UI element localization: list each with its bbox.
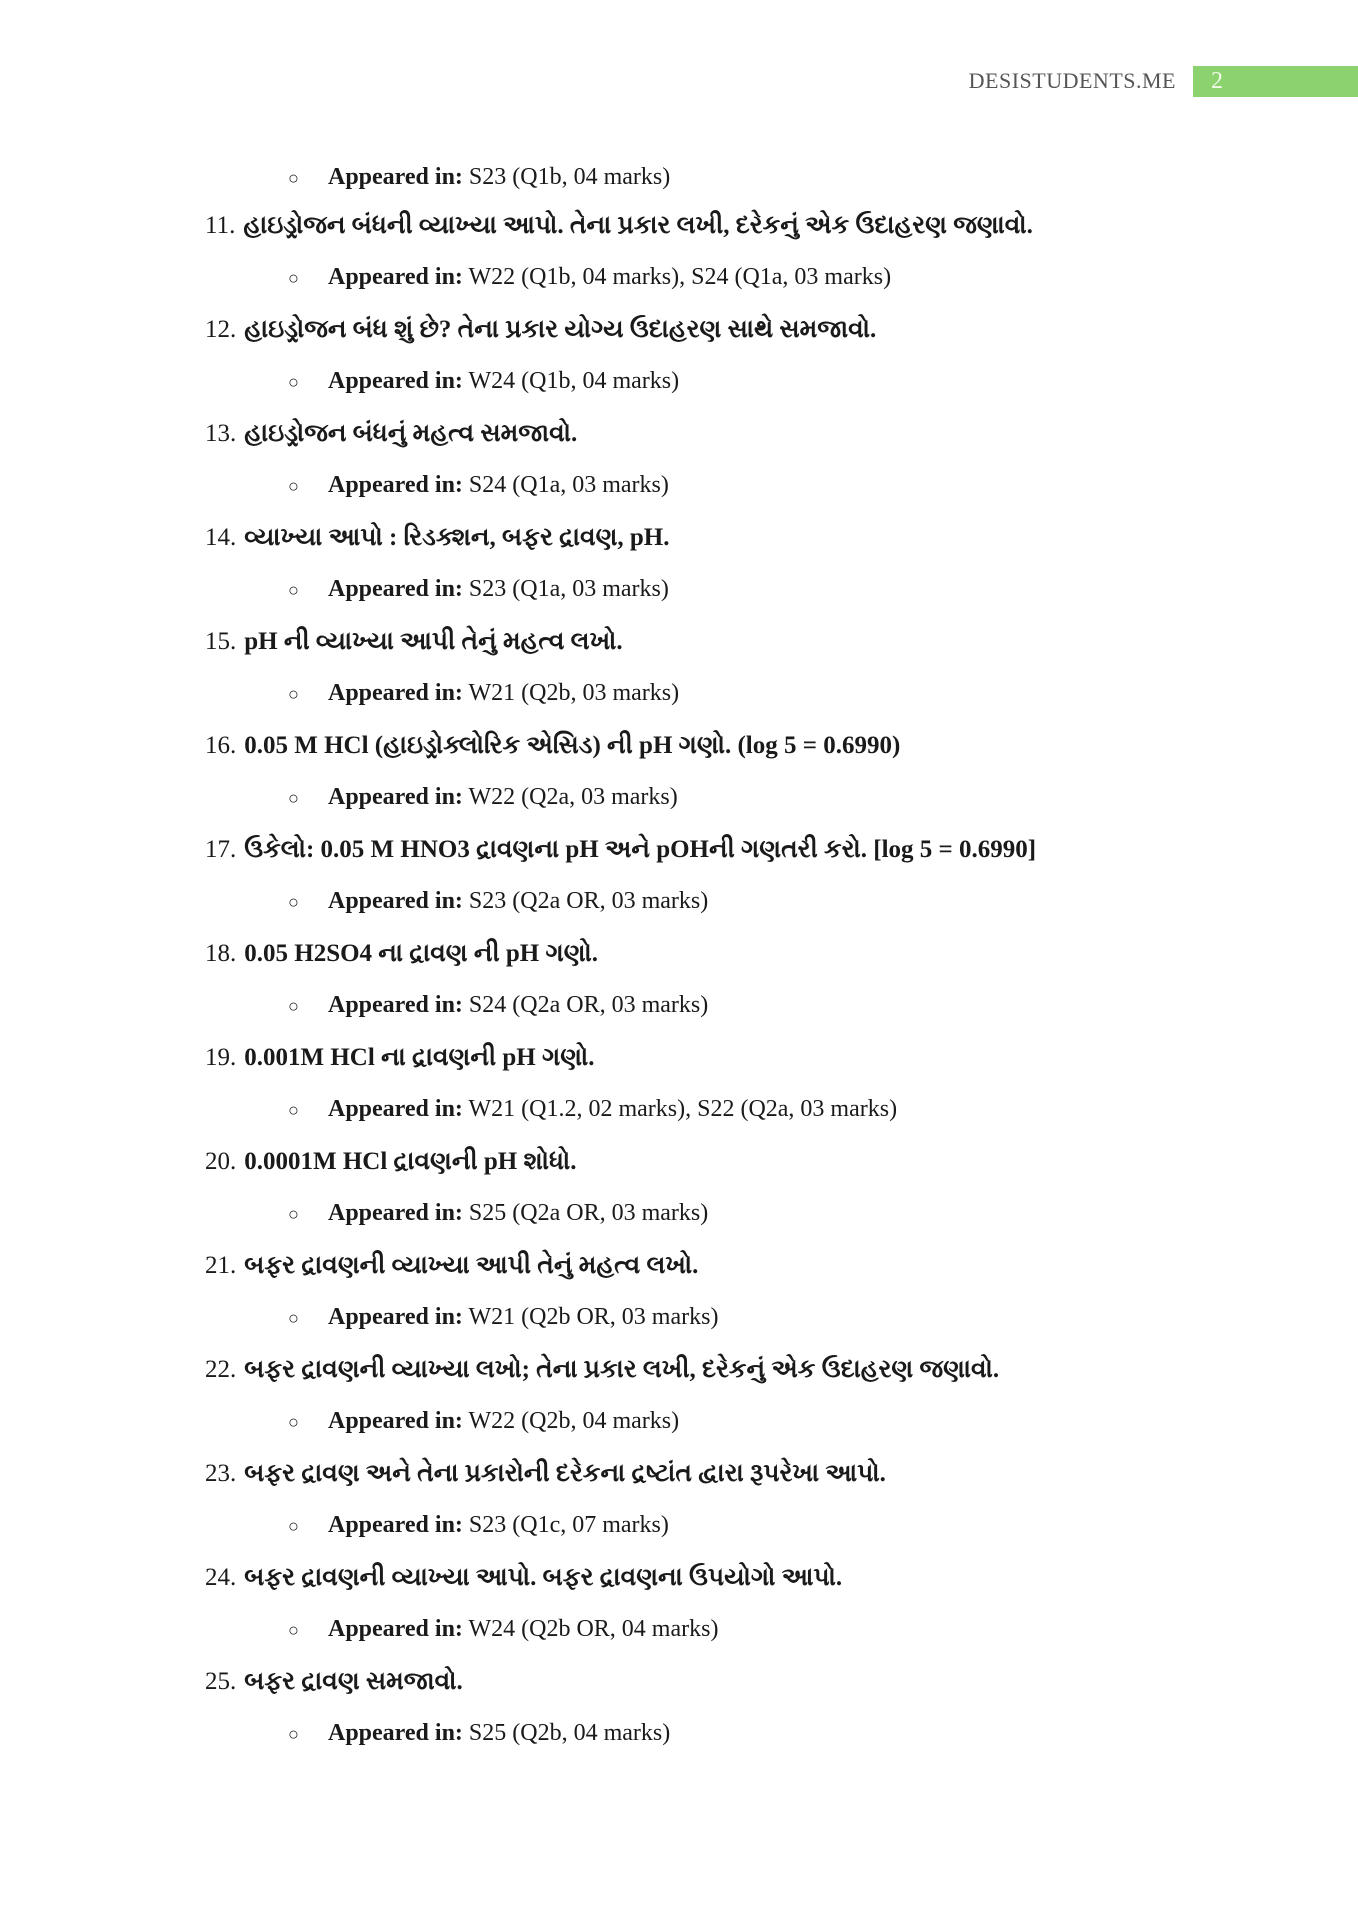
bullet-icon: ○ <box>288 1204 299 1224</box>
question-text <box>205 1044 595 1072</box>
question-body: pH ની વ્યાખ્યા આપી તેનું મહત્વ લખો. <box>244 628 623 655</box>
question-body: 0.0001M HCl દ્રાવણની pH શોધો. <box>244 1148 577 1175</box>
question-number: 20. <box>205 1148 237 1175</box>
bullet-icon: ○ <box>288 476 299 496</box>
question-text <box>205 524 670 552</box>
question-item <box>0 420 1358 524</box>
question-text <box>205 1356 999 1384</box>
question-number: 24. <box>205 1564 237 1591</box>
appeared-line <box>288 1720 670 1747</box>
question-body: 0.001M HCl ના દ્રાવણની pH ગણો. <box>244 1044 595 1071</box>
question-item <box>0 1148 1358 1252</box>
appeared-value: S24 (Q1a, 03 marks) <box>468 472 669 498</box>
appeared-label: Appeared in: <box>328 472 463 498</box>
bullet-icon: ○ <box>288 268 299 288</box>
question-number: 18. <box>205 940 237 967</box>
question-text <box>205 212 1033 240</box>
question-body: 0.05 M HCl (હાઇડ્રોક્લોરિક એસિડ) ની pH ગણો. (log 5 = 0.6990) <box>244 732 901 759</box>
question-number: 15. <box>205 628 237 655</box>
appeared-value: W21 (Q2b OR, 03 marks) <box>468 1304 719 1330</box>
appeared-value: S25 (Q2a OR, 03 marks) <box>468 1200 709 1226</box>
appeared-label: Appeared in: <box>328 576 463 602</box>
question-number: 11. <box>205 212 236 239</box>
appeared-line <box>288 1512 669 1539</box>
question-number: 22. <box>205 1356 237 1383</box>
appeared-value: S25 (Q2b, 04 marks) <box>468 1720 671 1746</box>
question-number: 13. <box>205 420 237 447</box>
question-text <box>205 940 598 968</box>
appeared-label: Appeared in: <box>328 368 463 394</box>
question-item <box>0 628 1358 732</box>
appeared-label: Appeared in: <box>328 1096 463 1122</box>
appeared-line <box>288 784 678 811</box>
appeared-value: S24 (Q2a OR, 03 marks) <box>468 992 709 1018</box>
site-name: DESISTUDENTS.ME <box>968 68 1176 93</box>
bullet-icon: ○ <box>288 372 299 392</box>
bullet-icon: ○ <box>288 1516 299 1536</box>
question-text <box>205 420 577 448</box>
question-body: હાઇડ્રોજન બંધનું મહત્વ સમજાવો. <box>244 420 578 447</box>
appeared-value: S23 (Q1a, 03 marks) <box>468 576 669 602</box>
bullet-icon: ○ <box>288 1620 299 1640</box>
appeared-value: W22 (Q2b, 04 marks) <box>468 1408 680 1434</box>
appeared-line <box>288 472 669 499</box>
question-item <box>0 1044 1358 1148</box>
appeared-label: Appeared in: <box>328 1512 463 1538</box>
question-text <box>205 628 623 656</box>
bullet-icon: ○ <box>288 580 299 600</box>
question-number: 16. <box>205 732 237 759</box>
question-number: 17. <box>205 836 237 863</box>
question-text <box>205 1564 842 1592</box>
question-body: વ્યાખ્યા આપો : રિડક્શન, બફર દ્રાવણ, pH. <box>244 524 670 551</box>
appeared-value: W22 (Q2a, 03 marks) <box>468 784 678 810</box>
appeared-line: ○ Appeared in: S23 (Q1b, 04 marks) <box>288 164 671 190</box>
question-body: બફર દ્રાવણની વ્યાખ્યા આપી તેનું મહત્વ લખો. <box>244 1252 699 1279</box>
appeared-line <box>288 368 679 395</box>
appeared-line <box>288 1096 897 1123</box>
appeared-value: S23 (Q1c, 07 marks) <box>468 1512 669 1538</box>
question-text <box>205 1148 576 1176</box>
appeared-line <box>288 264 891 291</box>
bullet-icon: ○ <box>288 1724 299 1744</box>
appeared-label: Appeared in: <box>328 680 463 706</box>
appeared-label: Appeared in: <box>328 1304 463 1330</box>
question-body: બફર દ્રાવણ સમજાવો. <box>244 1668 463 1695</box>
question-item <box>0 1460 1358 1564</box>
appeared-value: W22 (Q1b, 04 marks), S24 (Q1a, 03 marks) <box>468 264 892 290</box>
question-item <box>0 1252 1358 1356</box>
question-list <box>0 160 1358 1772</box>
bullet-icon: ○ <box>288 1308 299 1328</box>
question-text <box>205 1668 463 1696</box>
question-number: 25. <box>205 1668 237 1695</box>
question-number: 12. <box>205 316 237 343</box>
question-body: 0.05 H2SO4 ના દ્રાવણ ની pH ગણો. <box>244 940 598 967</box>
question-text <box>205 836 1036 864</box>
question-item <box>0 1356 1358 1460</box>
appeared-line <box>288 1200 708 1227</box>
appeared-line <box>288 576 669 603</box>
bullet-icon: ○ <box>288 1100 299 1120</box>
question-body: બફર દ્રાવણ અને તેના પ્રકારોની દરેકના દ્રષ્ટાંત દ્વારા રૂપરેખા આપો. <box>244 1460 886 1487</box>
question-body: બફર દ્રાવણની વ્યાખ્યા આપો. બફર દ્રાવણના ઉપયોગો આપો. <box>244 1564 843 1591</box>
question-body: બફર દ્રાવણની વ્યાખ્યા લખો; તેના પ્રકાર લખી, દરેકનું એક ઉદાહરણ જણાવો. <box>244 1356 1000 1383</box>
question-item <box>0 1564 1358 1668</box>
question-item <box>0 940 1358 1044</box>
appeared-line <box>288 888 708 915</box>
bullet-icon: ○ <box>288 788 299 808</box>
appeared-label: Appeared in: <box>328 1200 463 1226</box>
question-item <box>0 732 1358 836</box>
question-item <box>0 316 1358 420</box>
question-text <box>205 1460 886 1488</box>
bullet-icon: ○ <box>288 1412 299 1432</box>
question-body: ઉકેલો: 0.05 M HNO3 દ્રાવણના pH અને pOHની ગણતરી કરો. [log 5 = 0.6990] <box>244 836 1037 863</box>
question-text <box>205 316 876 344</box>
appeared-value: W24 (Q1b, 04 marks) <box>468 368 680 394</box>
appeared-line <box>288 1304 718 1331</box>
appeared-value: S23 (Q1b, 04 marks) <box>468 164 671 190</box>
appeared-line <box>288 680 679 707</box>
appeared-label: Appeared in: <box>328 264 463 290</box>
appeared-value: W21 (Q1.2, 02 marks), S22 (Q2a, 03 marks) <box>468 1096 898 1122</box>
question-text <box>205 1252 698 1280</box>
bullet-icon: ○ <box>288 684 299 704</box>
appeared-label: Appeared in: <box>328 1616 463 1642</box>
question-number: 23. <box>205 1460 237 1487</box>
question-item <box>0 212 1358 316</box>
bullet-icon: ○ <box>288 996 299 1016</box>
appeared-line <box>288 992 708 1019</box>
appeared-label: Appeared in: <box>328 1408 463 1434</box>
appeared-label: Appeared in: <box>328 888 463 914</box>
appeared-value: W21 (Q2b, 03 marks) <box>468 680 680 706</box>
site-header <box>969 68 1176 94</box>
appeared-line <box>288 1408 679 1435</box>
bullet-icon: ○ <box>288 168 299 188</box>
question-number: 14. <box>205 524 237 551</box>
question-text <box>205 732 900 760</box>
question-number: 19. <box>205 1044 237 1071</box>
appeared-label: Appeared in: <box>328 784 463 810</box>
question-item <box>0 1668 1358 1772</box>
page-number: 2 <box>1193 66 1358 97</box>
question-item <box>0 836 1358 940</box>
question-item <box>0 524 1358 628</box>
question-body: હાઇડ્રોજન બંધની વ્યાખ્યા આપો. તેના પ્રકાર લખી, દરેકનું એક ઉદાહરણ જણાવો. <box>243 212 1033 239</box>
appeared-line <box>288 1616 718 1643</box>
question-number: 21. <box>205 1252 237 1279</box>
appeared-value: W24 (Q2b OR, 04 marks) <box>468 1616 719 1642</box>
bullet-icon: ○ <box>288 892 299 912</box>
appeared-value: S23 (Q2a OR, 03 marks) <box>468 888 709 914</box>
appeared-label: Appeared in: <box>328 992 463 1018</box>
question-body: હાઇડ્રોજન બંધ શું છે? તેના પ્રકાર યોગ્ય ઉદાહરણ સાથે સમજાવો. <box>244 316 877 343</box>
appeared-label: Appeared in: <box>328 1720 463 1746</box>
